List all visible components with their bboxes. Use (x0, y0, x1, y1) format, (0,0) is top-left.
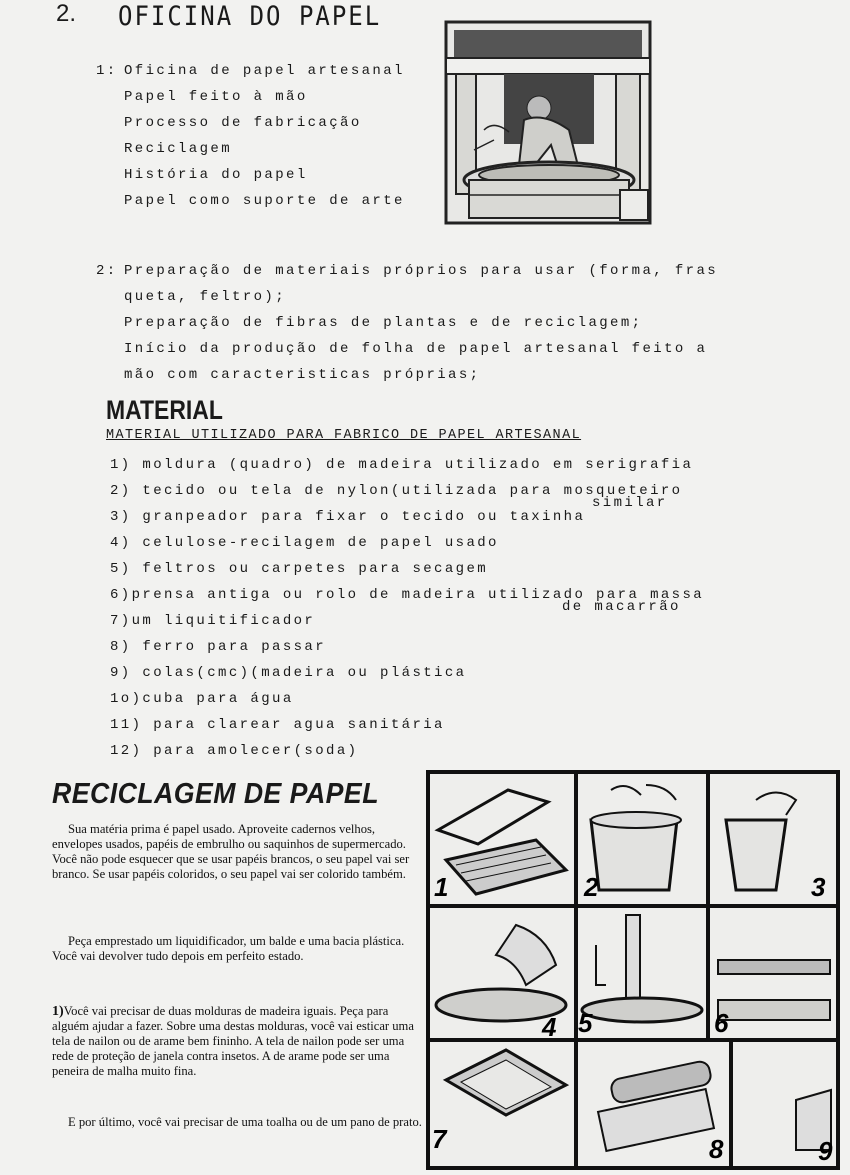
material-item (110, 686, 704, 712)
material-item-text: 12) para amolecer(soda) (110, 743, 359, 759)
list-item-text: Início da produção de folha de papel artesanal feito a (124, 341, 708, 357)
material-item-text: 11) para clarear agua sanitária (110, 717, 445, 733)
step-number: 7 (432, 1124, 447, 1154)
material-item-text: 1) moldura (quadro) de madeira utilizado em serigrafia (110, 457, 694, 473)
list-item (96, 162, 405, 188)
list-item (96, 136, 405, 162)
list-item (96, 310, 718, 336)
material-item (110, 452, 704, 478)
material-item (110, 478, 704, 511)
material-item-text: 6)prensa antiga ou rolo de madeira utilizado para massa (110, 587, 705, 603)
list-item-text: Reciclagem (124, 141, 233, 157)
material-item-text: 8) ferro para passar (110, 639, 327, 655)
list-item (96, 258, 718, 284)
material-item-text: 1o)cuba para água (110, 691, 294, 707)
step-number-label: 1) (52, 1004, 64, 1019)
material-item-continuation: de macarrão (562, 599, 681, 615)
list-item-text: Papel como suporte de arte (124, 193, 405, 209)
list-item (96, 58, 405, 84)
material-item-text: 9) colas(cmc)(madeira ou plástica (110, 665, 467, 681)
list-item (96, 188, 405, 214)
step-number: 9 (818, 1136, 833, 1166)
step-number: 3 (811, 872, 826, 902)
material-item (110, 530, 704, 556)
material-item (110, 504, 704, 530)
step-number: 4 (542, 1012, 557, 1042)
material-item (110, 634, 704, 660)
page-title: OFICINA DO PAPEL (118, 0, 382, 32)
list-item-text: Processo de fabricação (124, 115, 362, 131)
step-number: 8 (709, 1134, 724, 1164)
material-list (110, 452, 704, 764)
list-number: 2: (96, 263, 118, 279)
material-item-text: 3) granpeador para fixar o tecido ou taxinha (110, 509, 586, 525)
paragraph-frames (52, 1004, 422, 1079)
list-number: 1: (96, 63, 118, 79)
material-item-text: 4) celulose-recilagem de papel usado (110, 535, 499, 551)
material-heading: MATERIAL (106, 395, 223, 425)
material-item-text: 7)um liquitificador (110, 613, 316, 629)
material-item (110, 660, 704, 686)
paragraph-frames-text: Você vai precisar de duas molduras de madeira iguais. Peça para alguém ajudar a fazer. Sobre uma destas molduras, você vai esticar uma tela de nailon ou de arame bem fininho. A tela de nailon pode ser uma rede de proteção de janela contra insetos. A de arame pode ser uma peneira de malha muito fina. (52, 1004, 414, 1078)
list-item (96, 284, 718, 310)
list-item-text: Oficina de papel artesanal (124, 63, 405, 79)
list-item-text: Preparação de fibras de plantas e de reciclagem; (124, 315, 643, 331)
list-item (96, 362, 718, 388)
material-subheading: MATERIAL UTILIZADO PARA FABRICO DE PAPEL ARTESANAL (106, 428, 582, 443)
paper-press-illustration (444, 20, 652, 225)
material-item (110, 582, 705, 615)
recycling-steps-illustration (426, 770, 840, 1170)
list-item-text: Papel feito à mão (124, 89, 308, 105)
paragraph-borrow: Peça emprestado um liquidificador, um balde e uma bacia plástica. Você vai devolver tudo depois em perfeito estado. (52, 934, 405, 963)
list-item-text: Preparação de materiais próprios para usar (forma, fras (124, 263, 719, 279)
list-item-text: queta, feltro); (124, 289, 287, 305)
step-number: 2 (584, 872, 599, 902)
preparation-list (96, 258, 718, 388)
material-item (110, 738, 704, 764)
material-item-continuation: similar (592, 495, 668, 511)
material-item-text: 5) feltros ou carpetes para secagem (110, 561, 489, 577)
material-item (110, 556, 704, 582)
material-item-text: 2) tecido ou tela de nylon(utilizada para mosqueteiro (110, 483, 683, 499)
topics-list (96, 58, 405, 214)
step-number: 5 (578, 1008, 593, 1038)
step-number: 6 (714, 1008, 729, 1038)
step-number: 1 (434, 872, 449, 902)
recycling-heading: RECICLAGEM DE PAPEL (52, 778, 379, 810)
paragraph-towel: E por último, você vai precisar de uma toalha ou de um pano de prato. (68, 1115, 422, 1129)
material-item (110, 712, 704, 738)
list-item (96, 84, 405, 110)
paragraph-raw-material: Sua matéria prima é papel usado. Aproveite cadernos velhos, envelopes usados, papéis de embrulho ou saquinhos de supermercado. Você não pode esquecer que se usar papéis brancos, o seu papel vai ser branco. Se usar papéis coloridos, o seu papel vai ser colorido também. (52, 822, 410, 881)
list-item-text: História do papel (124, 167, 308, 183)
list-item (96, 336, 718, 362)
list-item-text: mão com caracteristicas próprias; (124, 367, 481, 383)
section-number: 2. (56, 0, 77, 27)
material-item (110, 608, 704, 634)
list-item (96, 110, 405, 136)
